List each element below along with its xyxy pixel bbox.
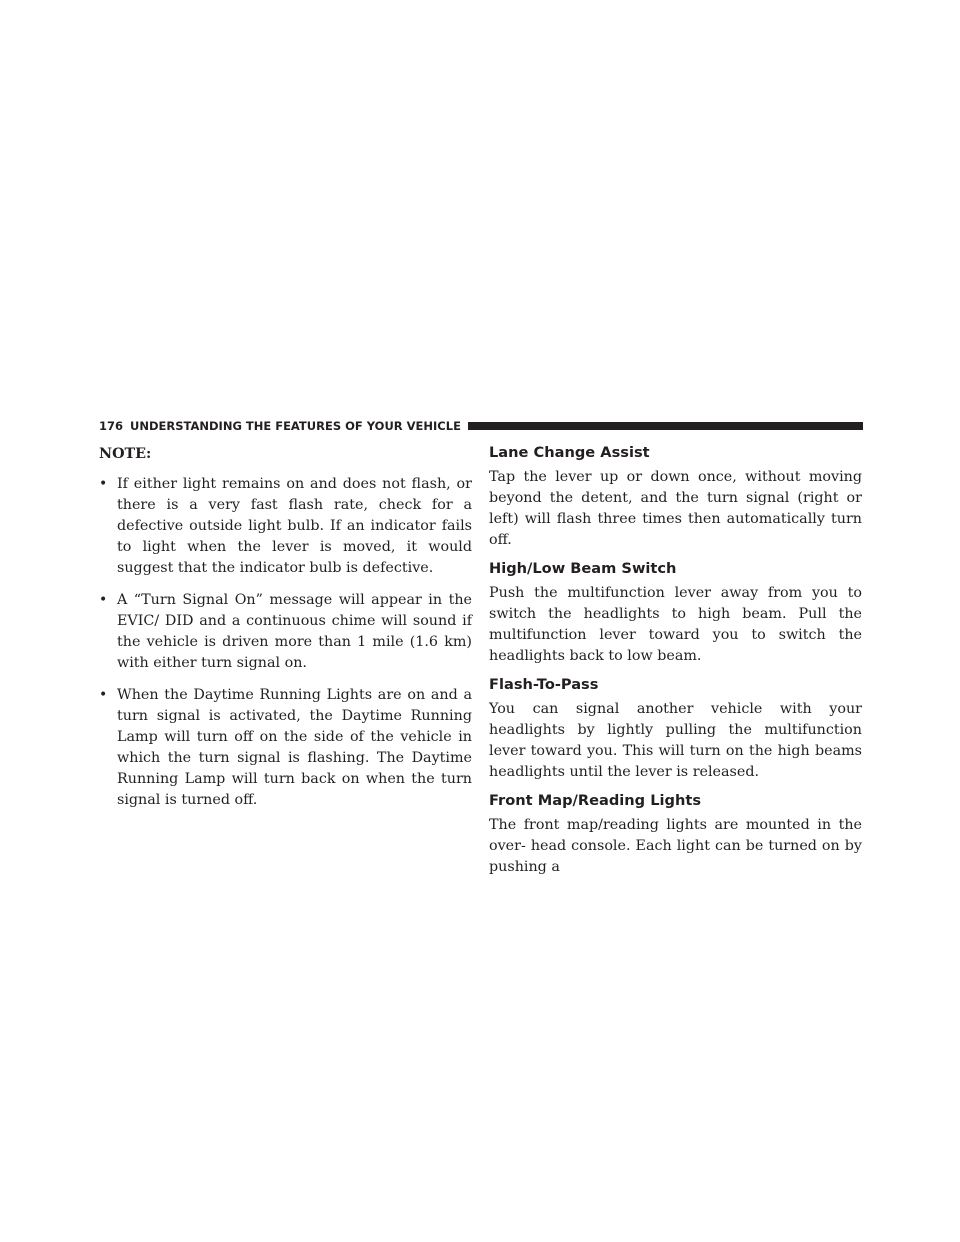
- section-heading: Flash-To-Pass: [489, 676, 599, 693]
- left-column: [99, 444, 472, 822]
- bullet-icon: •: [99, 476, 108, 492]
- bullet-icon: •: [99, 687, 108, 703]
- section-body: You can signal another vehicle with your headlights by lightly pulling the multifunction lever toward you. This will turn on the high beams headlights until the lever is released.: [489, 701, 862, 780]
- section-body: Push the multifunction lever away from you to switch the headlights to high beam. Pull the multifunction lever toward you to switch the headlights back to low beam.: [489, 585, 862, 664]
- header-rule: [468, 422, 863, 430]
- section-heading: High/Low Beam Switch: [489, 560, 677, 577]
- section-front-map-reading-lights: [489, 792, 862, 878]
- section-heading: Front Map/Reading Lights: [489, 792, 702, 809]
- note-bullet-list: [99, 474, 472, 811]
- page-number: 176: [99, 419, 124, 433]
- list-item: [99, 590, 472, 674]
- section-lane-change-assist: [489, 444, 862, 551]
- right-column: [489, 444, 862, 887]
- running-head: [99, 418, 863, 434]
- section-body: The front map/reading lights are mounted in the over- head console. Each light can be turned on by pushing a: [489, 817, 862, 875]
- note-label: NOTE:: [99, 446, 152, 462]
- bullet-text: A “Turn Signal On” message will appear in the EVIC/ DID and a continuous chime will sound if the vehicle is driven more than 1 mile (1.6 km) with either turn signal on.: [117, 592, 472, 671]
- list-item: [99, 685, 472, 811]
- bullet-text: If either light remains on and does not flash, or there is a very fast flash rate, check for a defective outside light bulb. If an indicator fails to light when the lever is moved, it would suggest that the indicator bulb is defective.: [117, 476, 472, 576]
- section-high-low-beam-switch: [489, 560, 862, 667]
- list-item: [99, 474, 472, 579]
- section-title: UNDERSTANDING THE FEATURES OF YOUR VEHICLE: [130, 419, 461, 433]
- bullet-icon: •: [99, 592, 108, 608]
- section-heading: Lane Change Assist: [489, 444, 650, 461]
- section-flash-to-pass: [489, 676, 862, 783]
- section-body: Tap the lever up or down once, without moving beyond the detent, and the turn signal (right or left) will flash three times then automatically turn off.: [489, 469, 862, 548]
- bullet-text: When the Daytime Running Lights are on and a turn signal is activated, the Daytime Running Lamp will turn off on the side of the vehicle in which the turn signal is flashing. The Daytime Running Lamp will turn back on when the turn signal is turned off.: [117, 687, 472, 808]
